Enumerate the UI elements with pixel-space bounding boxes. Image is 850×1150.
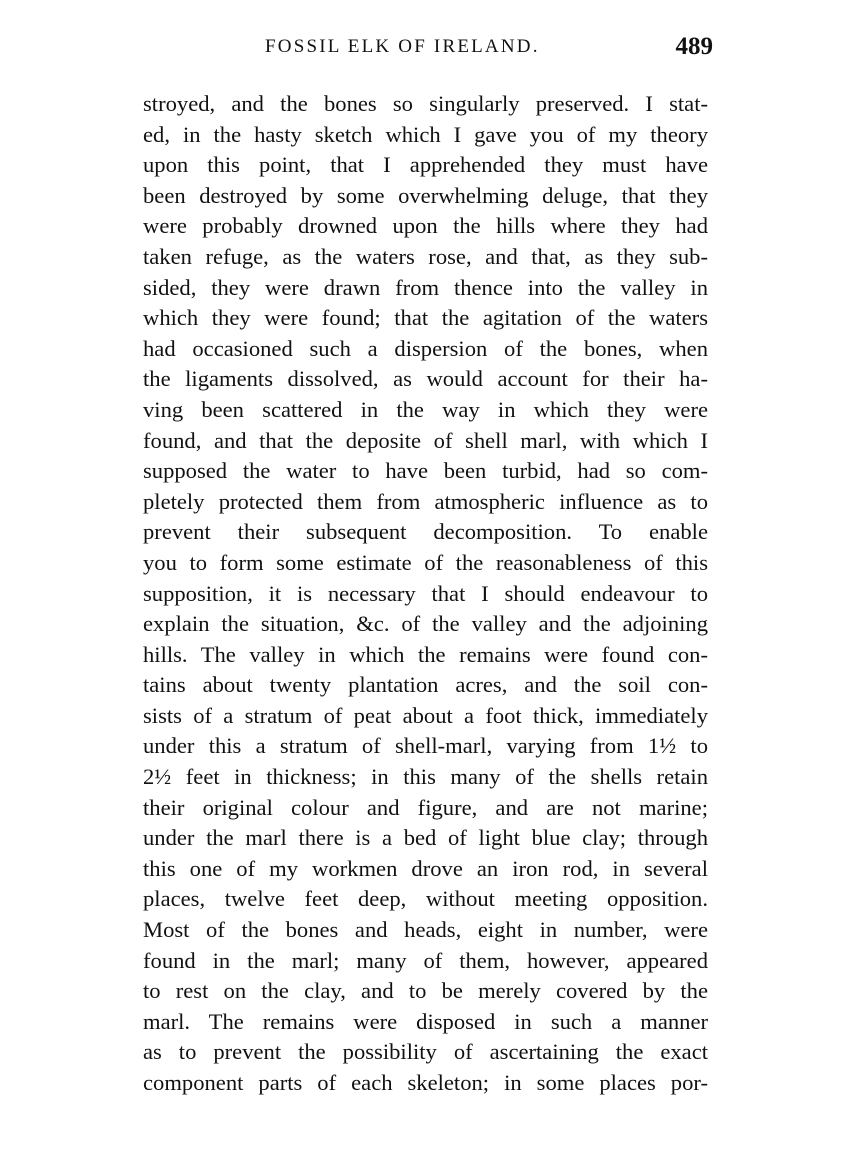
text-line: sided, they were drawn from thence into the valley in [143, 274, 708, 300]
text-line: prevent their subsequent decomposition. To enable [143, 519, 708, 545]
text-line: Most of the bones and heads, eight in number, were [143, 917, 708, 943]
running-title: FOSSIL ELK OF IRELAND. [265, 36, 540, 57]
text-line: places, twelve feet deep, without meeting opposition. [143, 886, 708, 912]
text-line: tains about twenty plantation acres, and the soil con- [143, 672, 708, 698]
text-line: ed, in the hasty sketch which I gave you of my theory [143, 121, 708, 147]
text-line: hills. The valley in which the remains were found con- [143, 641, 708, 667]
text-line: been destroyed by some overwhelming deluge, that they [143, 182, 708, 208]
text-line: were probably drowned upon the hills where they had [143, 213, 708, 239]
text-line: supposed the water to have been turbid, had so com- [143, 458, 708, 484]
text-line: upon this point, that I apprehended they must have [143, 152, 708, 178]
text-line: as to prevent the possibility of ascertaining the exact [143, 1039, 708, 1065]
text-line: under the marl there is a bed of light blue clay; through [143, 825, 708, 851]
body-text [143, 89, 708, 1099]
text-line: supposition, it is necessary that I should endeavour to [143, 580, 708, 606]
page-number: 489 [675, 33, 713, 60]
text-line: the ligaments dissolved, as would account for their ha- [143, 366, 708, 392]
text-line: explain the situation, &c. of the valley and the adjoining [143, 611, 708, 637]
text-line: pletely protected them from atmospheric influence as to [143, 488, 708, 514]
text-line: which they were found; that the agitation of the waters [143, 305, 708, 331]
text-line: under this a stratum of shell-marl, varying from 1½ to [143, 733, 708, 759]
text-line: component parts of each skeleton; in some places por- [143, 1070, 708, 1095]
text-line: this one of my workmen drove an iron rod, in several [143, 855, 708, 881]
text-line: found, and that the deposite of shell marl, with which I [143, 427, 708, 453]
text-line: sists of a stratum of peat about a foot thick, immediately [143, 702, 708, 728]
text-line: taken refuge, as the waters rose, and that, as they sub- [143, 243, 708, 269]
text-line: you to form some estimate of the reasonableness of this [143, 549, 708, 575]
running-head [143, 33, 713, 66]
text-line: stroyed, and the bones so singularly preserved. I stat- [143, 91, 708, 116]
text-line: ving been scattered in the way in which they were [143, 396, 708, 422]
text-line: marl. The remains were disposed in such a manner [143, 1008, 708, 1034]
text-line: their original colour and figure, and are not marine; [143, 794, 708, 820]
text-line: had occasioned such a dispersion of the bones, when [143, 335, 708, 361]
text-line: found in the marl; many of them, however, appeared [143, 947, 708, 973]
text-line: 2½ feet in thickness; in this many of the shells retain [143, 764, 708, 790]
text-line: to rest on the clay, and to be merely covered by the [143, 978, 708, 1004]
